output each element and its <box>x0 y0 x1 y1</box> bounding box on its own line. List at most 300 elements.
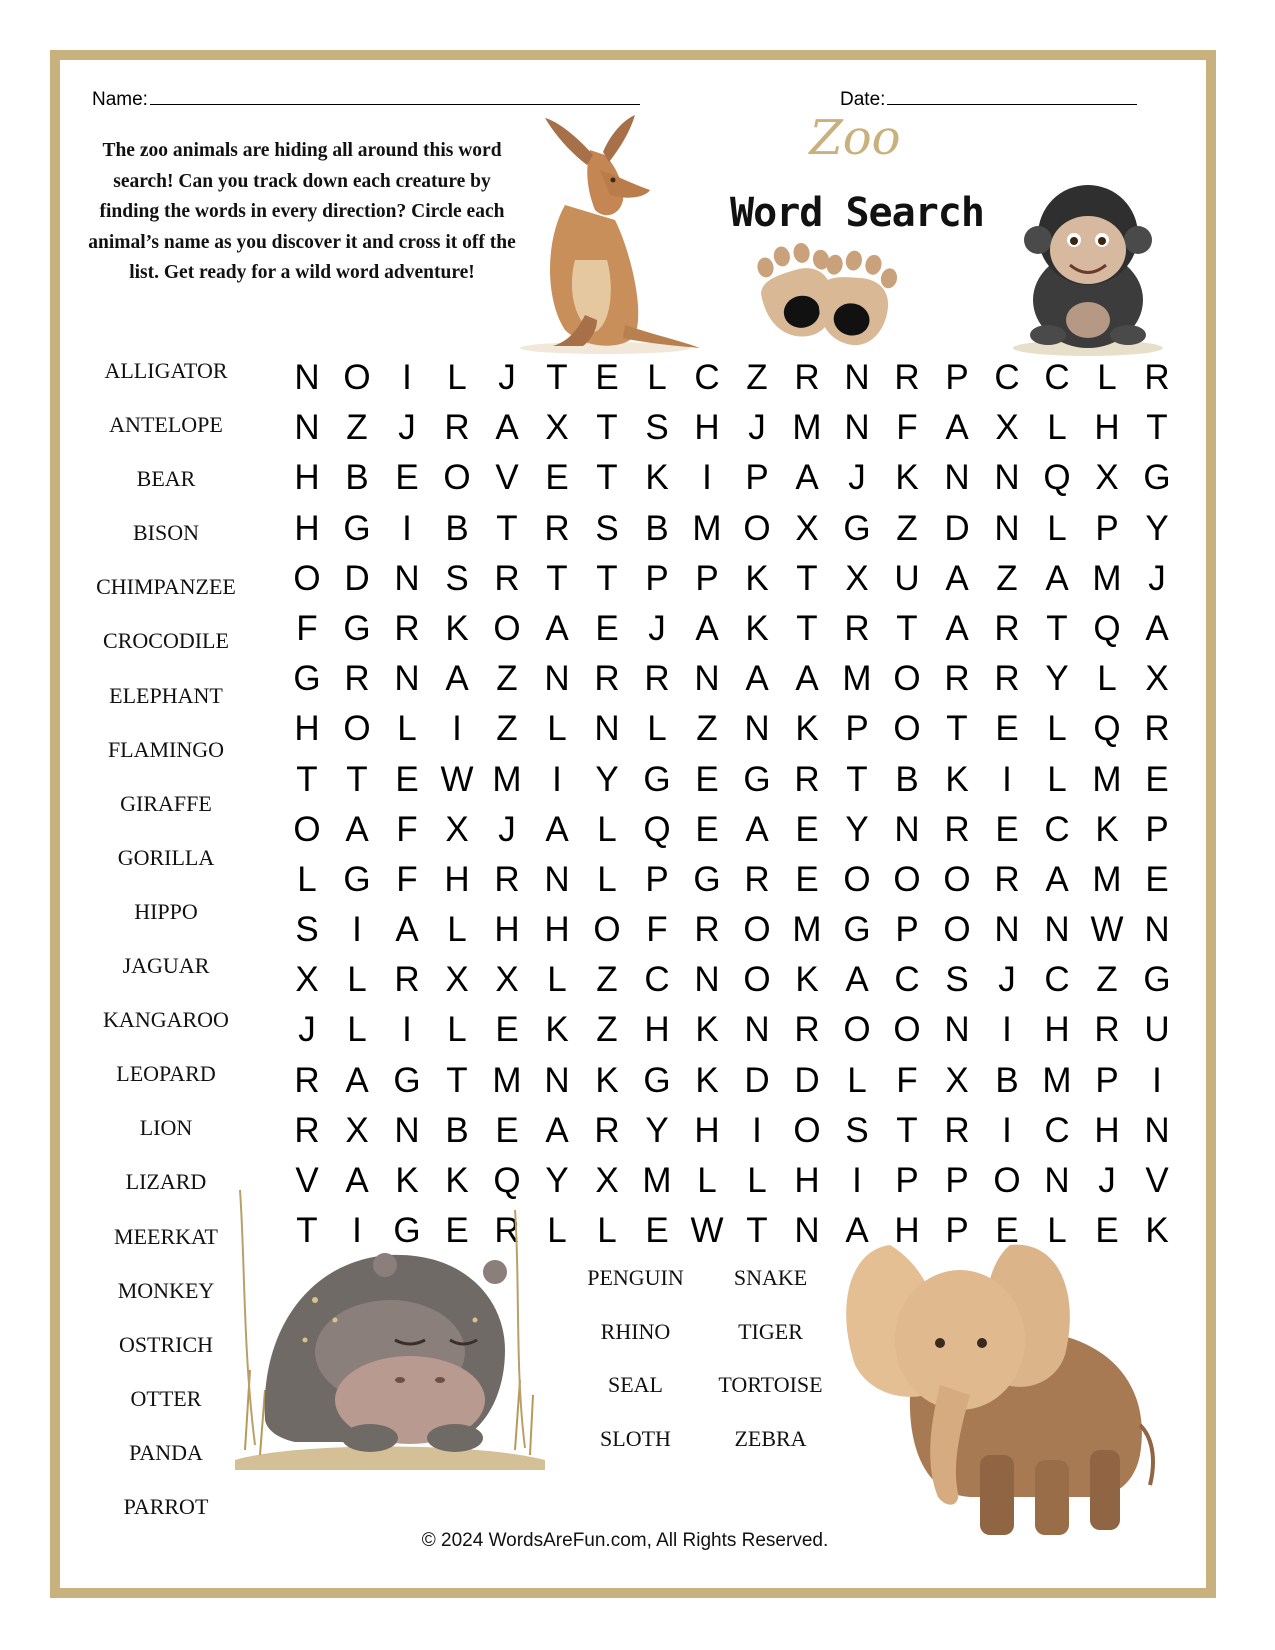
grid-cell[interactable]: T <box>896 1110 918 1150</box>
grid-cell[interactable]: P <box>645 859 669 899</box>
grid-cell[interactable]: R <box>794 1010 820 1050</box>
grid-cell[interactable]: N <box>994 508 1020 548</box>
grid-cell[interactable]: X <box>845 558 869 598</box>
grid-cell[interactable]: N <box>744 709 770 749</box>
grid-cell[interactable]: X <box>445 809 469 849</box>
grid-cell[interactable]: P <box>895 910 919 950</box>
grid-cell[interactable]: T <box>596 558 618 598</box>
grid-cell[interactable]: Y <box>1045 659 1069 699</box>
grid-cell[interactable]: K <box>445 1161 469 1200</box>
grid-cell[interactable]: N <box>594 709 620 749</box>
grid-cell[interactable]: N <box>994 458 1020 498</box>
grid-cell[interactable]: T <box>596 408 618 448</box>
grid-cell[interactable]: O <box>293 809 321 849</box>
grid-cell[interactable]: E <box>795 809 819 849</box>
grid-cell[interactable]: K <box>645 458 669 498</box>
grid-cell[interactable]: I <box>1002 1010 1012 1050</box>
grid-cell[interactable]: I <box>852 1161 862 1200</box>
grid-cell[interactable]: P <box>895 1161 919 1200</box>
grid-cell[interactable]: A <box>1045 859 1069 899</box>
grid-cell[interactable]: I <box>752 1110 762 1150</box>
grid-cell[interactable]: E <box>695 809 719 849</box>
grid-cell[interactable]: L <box>397 709 417 749</box>
grid-cell[interactable]: O <box>843 859 871 899</box>
grid-cell[interactable]: A <box>545 608 569 648</box>
grid-cell[interactable]: X <box>445 960 469 1000</box>
grid-cell[interactable]: B <box>445 1110 469 1150</box>
grid-cell[interactable]: R <box>494 859 520 899</box>
grid-cell[interactable]: A <box>945 608 969 648</box>
grid-cell[interactable]: Z <box>896 508 918 548</box>
grid-cell[interactable]: E <box>595 358 619 397</box>
grid-cell[interactable]: E <box>995 1211 1019 1251</box>
grid-cell[interactable]: R <box>644 659 670 699</box>
grid-cell[interactable]: H <box>294 508 320 548</box>
grid-cell[interactable]: H <box>644 1010 670 1050</box>
grid-cell[interactable]: E <box>595 608 619 648</box>
grid-cell[interactable]: H <box>294 709 320 749</box>
grid-cell[interactable]: P <box>1145 809 1169 849</box>
grid-cell[interactable]: L <box>297 859 317 899</box>
grid-cell[interactable]: I <box>402 358 412 397</box>
grid-cell[interactable]: O <box>743 910 771 950</box>
grid-cell[interactable]: J <box>498 809 516 849</box>
grid-cell[interactable]: R <box>394 960 420 1000</box>
grid-cell[interactable]: F <box>646 910 668 950</box>
grid-cell[interactable]: A <box>445 659 469 699</box>
grid-cell[interactable]: A <box>795 458 819 498</box>
grid-cell[interactable]: O <box>293 558 321 598</box>
grid-cell[interactable]: I <box>452 709 462 749</box>
grid-cell[interactable]: R <box>1144 358 1170 397</box>
grid-cell[interactable]: I <box>352 910 362 950</box>
grid-cell[interactable]: A <box>795 659 819 699</box>
grid-cell[interactable]: K <box>795 709 819 749</box>
grid-cell[interactable]: E <box>495 1010 519 1050</box>
grid-cell[interactable]: B <box>345 458 369 498</box>
grid-cell[interactable]: I <box>352 1211 362 1251</box>
grid-cell[interactable]: R <box>994 608 1020 648</box>
grid-cell[interactable]: P <box>745 458 769 498</box>
grid-cell[interactable]: A <box>1045 558 1069 598</box>
grid-cell[interactable]: F <box>296 608 318 648</box>
grid-cell[interactable]: A <box>345 1161 369 1200</box>
grid-cell[interactable]: A <box>345 809 369 849</box>
grid-cell[interactable]: A <box>945 408 969 448</box>
grid-cell[interactable]: T <box>496 508 518 548</box>
grid-cell[interactable]: T <box>1146 408 1168 448</box>
name-blank-line[interactable] <box>150 86 640 105</box>
grid-cell[interactable]: R <box>544 508 570 548</box>
grid-cell[interactable]: N <box>394 1110 420 1150</box>
grid-cell[interactable]: R <box>844 608 870 648</box>
grid-cell[interactable]: Y <box>595 759 619 799</box>
grid-cell[interactable]: G <box>1143 458 1171 498</box>
grid-cell[interactable]: D <box>794 1060 820 1100</box>
grid-cell[interactable]: L <box>1047 508 1067 548</box>
grid-cell[interactable]: I <box>1002 1110 1012 1150</box>
grid-cell[interactable]: K <box>1095 809 1119 849</box>
grid-cell[interactable]: X <box>795 508 819 548</box>
grid-cell[interactable]: M <box>1042 1060 1072 1100</box>
grid-cell[interactable]: E <box>995 709 1019 749</box>
grid-cell[interactable]: G <box>843 508 871 548</box>
grid-cell[interactable]: K <box>695 1010 719 1050</box>
grid-cell[interactable]: I <box>552 759 562 799</box>
grid-cell[interactable]: E <box>795 859 819 899</box>
grid-cell[interactable]: N <box>1044 1161 1070 1200</box>
grid-cell[interactable]: K <box>745 608 769 648</box>
grid-cell[interactable]: Y <box>545 1161 569 1200</box>
grid-cell[interactable]: K <box>945 759 969 799</box>
grid-cell[interactable]: T <box>1046 608 1068 648</box>
grid-cell[interactable]: A <box>845 1211 869 1251</box>
grid-cell[interactable]: C <box>894 960 920 1000</box>
grid-cell[interactable]: R <box>594 659 620 699</box>
grid-cell[interactable]: J <box>748 408 766 448</box>
grid-cell[interactable]: C <box>1044 960 1070 1000</box>
grid-cell[interactable]: J <box>298 1010 316 1050</box>
grid-cell[interactable]: G <box>343 508 371 548</box>
grid-cell[interactable]: Z <box>346 408 368 448</box>
grid-cell[interactable]: X <box>495 960 519 1000</box>
grid-cell[interactable]: M <box>1092 759 1122 799</box>
grid-cell[interactable]: W <box>690 1211 724 1251</box>
grid-cell[interactable]: V <box>295 1161 319 1200</box>
grid-cell[interactable]: O <box>743 960 771 1000</box>
grid-cell[interactable]: M <box>492 759 522 799</box>
grid-cell[interactable]: Z <box>596 960 618 1000</box>
grid-cell[interactable]: U <box>894 558 920 598</box>
date-field[interactable] <box>840 86 1137 111</box>
grid-cell[interactable]: T <box>296 1211 318 1251</box>
grid-cell[interactable]: M <box>492 1060 522 1100</box>
grid-cell[interactable]: C <box>1044 809 1070 849</box>
grid-cell[interactable]: E <box>995 809 1019 849</box>
grid-cell[interactable]: N <box>544 859 570 899</box>
grid-cell[interactable]: P <box>945 1211 969 1251</box>
grid-cell[interactable]: V <box>495 458 519 498</box>
grid-cell[interactable]: L <box>697 1161 717 1200</box>
grid-cell[interactable]: N <box>944 1010 970 1050</box>
grid-cell[interactable]: I <box>1152 1060 1162 1100</box>
grid-cell[interactable]: F <box>396 859 418 899</box>
grid-cell[interactable]: L <box>547 960 567 1000</box>
grid-cell[interactable]: O <box>943 859 971 899</box>
grid-cell[interactable]: H <box>494 910 520 950</box>
grid-cell[interactable]: E <box>645 1211 669 1251</box>
grid-cell[interactable]: K <box>895 458 919 498</box>
grid-cell[interactable]: L <box>347 1010 367 1050</box>
grid-cell[interactable]: L <box>447 1010 467 1050</box>
grid-cell[interactable]: N <box>294 358 320 397</box>
grid-cell[interactable]: R <box>994 659 1020 699</box>
grid-cell[interactable]: R <box>794 759 820 799</box>
grid-cell[interactable]: L <box>447 358 467 397</box>
grid-cell[interactable]: A <box>395 910 419 950</box>
grid-cell[interactable]: P <box>945 358 969 397</box>
grid-cell[interactable]: R <box>294 1060 320 1100</box>
grid-cell[interactable]: E <box>395 458 419 498</box>
grid-cell[interactable]: N <box>694 659 720 699</box>
grid-cell[interactable]: Q <box>1043 458 1071 498</box>
grid-cell[interactable]: H <box>1094 408 1120 448</box>
grid-cell[interactable]: G <box>343 608 371 648</box>
grid-cell[interactable]: O <box>943 910 971 950</box>
grid-cell[interactable]: M <box>642 1161 672 1200</box>
grid-cell[interactable]: T <box>746 1211 768 1251</box>
grid-cell[interactable]: X <box>995 408 1019 448</box>
grid-cell[interactable]: G <box>393 1211 421 1251</box>
grid-cell[interactable]: G <box>693 859 721 899</box>
grid-cell[interactable]: O <box>443 458 471 498</box>
grid-cell[interactable]: Q <box>1093 608 1121 648</box>
grid-cell[interactable]: L <box>547 709 567 749</box>
grid-cell[interactable]: O <box>793 1110 821 1150</box>
grid-cell[interactable]: J <box>1098 1161 1116 1200</box>
grid-cell[interactable]: F <box>896 408 918 448</box>
grid-cell[interactable]: K <box>695 1060 719 1100</box>
grid-cell[interactable]: H <box>894 1211 920 1251</box>
grid-cell[interactable]: B <box>445 508 469 548</box>
grid-cell[interactable]: J <box>648 608 666 648</box>
grid-cell[interactable]: O <box>893 709 921 749</box>
grid-cell[interactable]: K <box>445 608 469 648</box>
grid-cell[interactable]: E <box>545 458 569 498</box>
grid-cell[interactable]: H <box>444 859 470 899</box>
grid-cell[interactable]: L <box>347 960 367 1000</box>
grid-cell[interactable]: K <box>545 1010 569 1050</box>
grid-cell[interactable]: R <box>394 608 420 648</box>
grid-cell[interactable]: O <box>493 608 521 648</box>
grid-cell[interactable]: G <box>743 759 771 799</box>
grid-cell[interactable]: R <box>1094 1010 1120 1050</box>
grid-cell[interactable]: Z <box>746 358 768 397</box>
grid-cell[interactable]: E <box>445 1211 469 1251</box>
grid-cell[interactable]: H <box>1094 1110 1120 1150</box>
grid-cell[interactable]: P <box>845 709 869 749</box>
grid-cell[interactable]: X <box>345 1110 369 1150</box>
grid-cell[interactable]: N <box>894 809 920 849</box>
grid-cell[interactable]: H <box>294 458 320 498</box>
grid-cell[interactable]: L <box>1047 759 1067 799</box>
grid-cell[interactable]: Y <box>845 809 869 849</box>
grid-cell[interactable]: I <box>702 458 712 498</box>
grid-cell[interactable]: R <box>444 408 470 448</box>
grid-cell[interactable]: P <box>1095 508 1119 548</box>
grid-cell[interactable]: P <box>695 558 719 598</box>
grid-cell[interactable]: Y <box>645 1110 669 1150</box>
grid-cell[interactable]: O <box>893 659 921 699</box>
grid-cell[interactable]: P <box>645 558 669 598</box>
grid-cell[interactable]: Y <box>1145 508 1169 548</box>
grid-cell[interactable]: A <box>545 809 569 849</box>
grid-cell[interactable]: N <box>844 358 870 397</box>
grid-cell[interactable]: L <box>1047 408 1067 448</box>
grid-cell[interactable]: W <box>440 759 474 799</box>
grid-cell[interactable]: A <box>745 809 769 849</box>
grid-cell[interactable]: R <box>1144 709 1170 749</box>
grid-cell[interactable]: L <box>847 1060 867 1100</box>
grid-cell[interactable]: L <box>1097 659 1117 699</box>
grid-cell[interactable]: T <box>896 608 918 648</box>
grid-cell[interactable]: D <box>344 558 370 598</box>
grid-cell[interactable]: L <box>597 1211 617 1251</box>
grid-cell[interactable]: R <box>944 1110 970 1150</box>
grid-cell[interactable]: Z <box>996 558 1018 598</box>
grid-cell[interactable]: O <box>593 910 621 950</box>
grid-cell[interactable]: A <box>745 659 769 699</box>
grid-cell[interactable]: M <box>692 508 722 548</box>
grid-cell[interactable]: J <box>998 960 1016 1000</box>
grid-cell[interactable]: O <box>843 1010 871 1050</box>
grid-cell[interactable]: D <box>944 508 970 548</box>
grid-cell[interactable]: B <box>895 759 919 799</box>
letter-grid[interactable] <box>282 360 1182 1263</box>
grid-cell[interactable]: A <box>345 1060 369 1100</box>
grid-cell[interactable]: S <box>445 558 469 598</box>
grid-cell[interactable]: X <box>595 1161 619 1200</box>
grid-cell[interactable]: T <box>546 558 568 598</box>
grid-cell[interactable]: L <box>1047 709 1067 749</box>
grid-cell[interactable]: O <box>343 358 371 397</box>
grid-cell[interactable]: G <box>343 859 371 899</box>
grid-cell[interactable]: E <box>395 759 419 799</box>
grid-cell[interactable]: E <box>495 1110 519 1150</box>
grid-cell[interactable]: C <box>644 960 670 1000</box>
grid-cell[interactable]: W <box>1090 910 1124 950</box>
grid-cell[interactable]: G <box>643 759 671 799</box>
grid-cell[interactable]: T <box>596 458 618 498</box>
grid-cell[interactable]: K <box>1145 1211 1169 1251</box>
grid-cell[interactable]: R <box>694 910 720 950</box>
grid-cell[interactable]: S <box>595 508 619 548</box>
grid-cell[interactable]: H <box>694 408 720 448</box>
grid-cell[interactable]: H <box>694 1110 720 1150</box>
grid-cell[interactable]: N <box>944 458 970 498</box>
grid-cell[interactable]: V <box>1145 1161 1169 1200</box>
grid-cell[interactable]: T <box>796 558 818 598</box>
grid-cell[interactable]: O <box>743 508 771 548</box>
grid-cell[interactable]: M <box>1092 859 1122 899</box>
grid-cell[interactable]: B <box>645 508 669 548</box>
grid-cell[interactable]: Z <box>1096 960 1118 1000</box>
grid-cell[interactable]: J <box>848 458 866 498</box>
grid-cell[interactable]: Q <box>493 1161 521 1200</box>
grid-cell[interactable]: M <box>792 408 822 448</box>
grid-cell[interactable]: K <box>395 1161 419 1200</box>
grid-cell[interactable]: N <box>1144 910 1170 950</box>
grid-cell[interactable]: H <box>544 910 570 950</box>
grid-cell[interactable]: C <box>1044 1110 1070 1150</box>
grid-cell[interactable]: J <box>1148 558 1166 598</box>
grid-cell[interactable]: C <box>994 358 1020 397</box>
grid-cell[interactable]: E <box>1145 759 1169 799</box>
grid-cell[interactable]: G <box>393 1060 421 1100</box>
grid-cell[interactable]: R <box>494 1211 520 1251</box>
name-field[interactable] <box>92 86 640 111</box>
grid-cell[interactable]: N <box>794 1211 820 1251</box>
grid-cell[interactable]: X <box>1145 659 1169 699</box>
grid-cell[interactable]: M <box>842 659 872 699</box>
grid-cell[interactable]: L <box>747 1161 767 1200</box>
grid-cell[interactable]: A <box>695 608 719 648</box>
grid-cell[interactable]: C <box>694 358 720 397</box>
grid-cell[interactable]: S <box>645 408 669 448</box>
grid-cell[interactable]: G <box>843 910 871 950</box>
grid-cell[interactable]: Q <box>643 809 671 849</box>
grid-cell[interactable]: O <box>893 859 921 899</box>
grid-cell[interactable]: X <box>945 1060 969 1100</box>
grid-cell[interactable]: Q <box>1093 709 1121 749</box>
grid-cell[interactable]: B <box>995 1060 1019 1100</box>
grid-cell[interactable]: I <box>1002 759 1012 799</box>
grid-cell[interactable]: S <box>295 910 319 950</box>
grid-cell[interactable]: R <box>944 809 970 849</box>
grid-cell[interactable]: R <box>794 358 820 397</box>
grid-cell[interactable]: T <box>296 759 318 799</box>
grid-cell[interactable]: M <box>1092 558 1122 598</box>
grid-cell[interactable]: T <box>546 358 568 397</box>
grid-cell[interactable]: K <box>745 558 769 598</box>
grid-cell[interactable]: D <box>744 1060 770 1100</box>
grid-cell[interactable]: I <box>402 508 412 548</box>
grid-cell[interactable]: H <box>1044 1010 1070 1050</box>
grid-cell[interactable]: L <box>647 358 667 397</box>
grid-cell[interactable]: U <box>1144 1010 1170 1050</box>
grid-cell[interactable]: R <box>494 558 520 598</box>
grid-cell[interactable]: R <box>744 859 770 899</box>
grid-cell[interactable]: A <box>1145 608 1169 648</box>
grid-cell[interactable]: A <box>545 1110 569 1150</box>
grid-cell[interactable]: J <box>498 358 516 397</box>
grid-cell[interactable]: R <box>994 859 1020 899</box>
grid-cell[interactable]: T <box>846 759 868 799</box>
grid-cell[interactable]: L <box>1047 1211 1067 1251</box>
grid-cell[interactable]: F <box>396 809 418 849</box>
grid-cell[interactable]: S <box>945 960 969 1000</box>
grid-cell[interactable]: G <box>293 659 321 699</box>
grid-cell[interactable]: Z <box>496 709 518 749</box>
grid-cell[interactable]: L <box>597 809 617 849</box>
grid-cell[interactable]: L <box>547 1211 567 1251</box>
grid-cell[interactable]: T <box>346 759 368 799</box>
date-blank-line[interactable] <box>887 86 1137 105</box>
grid-cell[interactable]: N <box>544 1060 570 1100</box>
grid-cell[interactable]: R <box>594 1110 620 1150</box>
grid-cell[interactable]: A <box>845 960 869 1000</box>
grid-cell[interactable]: C <box>1044 358 1070 397</box>
grid-cell[interactable]: R <box>344 659 370 699</box>
grid-cell[interactable]: N <box>394 558 420 598</box>
grid-cell[interactable]: L <box>447 910 467 950</box>
grid-cell[interactable]: X <box>545 408 569 448</box>
grid-cell[interactable]: J <box>398 408 416 448</box>
grid-cell[interactable]: I <box>402 1010 412 1050</box>
grid-cell[interactable]: Z <box>696 709 718 749</box>
grid-cell[interactable]: G <box>643 1060 671 1100</box>
grid-cell[interactable]: R <box>944 659 970 699</box>
grid-cell[interactable]: N <box>694 960 720 1000</box>
grid-cell[interactable]: N <box>544 659 570 699</box>
grid-cell[interactable]: Z <box>596 1010 618 1050</box>
grid-cell[interactable]: E <box>1095 1211 1119 1251</box>
grid-cell[interactable]: K <box>795 960 819 1000</box>
grid-cell[interactable]: E <box>695 759 719 799</box>
grid-cell[interactable]: N <box>1044 910 1070 950</box>
grid-cell[interactable]: N <box>394 659 420 699</box>
grid-cell[interactable]: E <box>1145 859 1169 899</box>
